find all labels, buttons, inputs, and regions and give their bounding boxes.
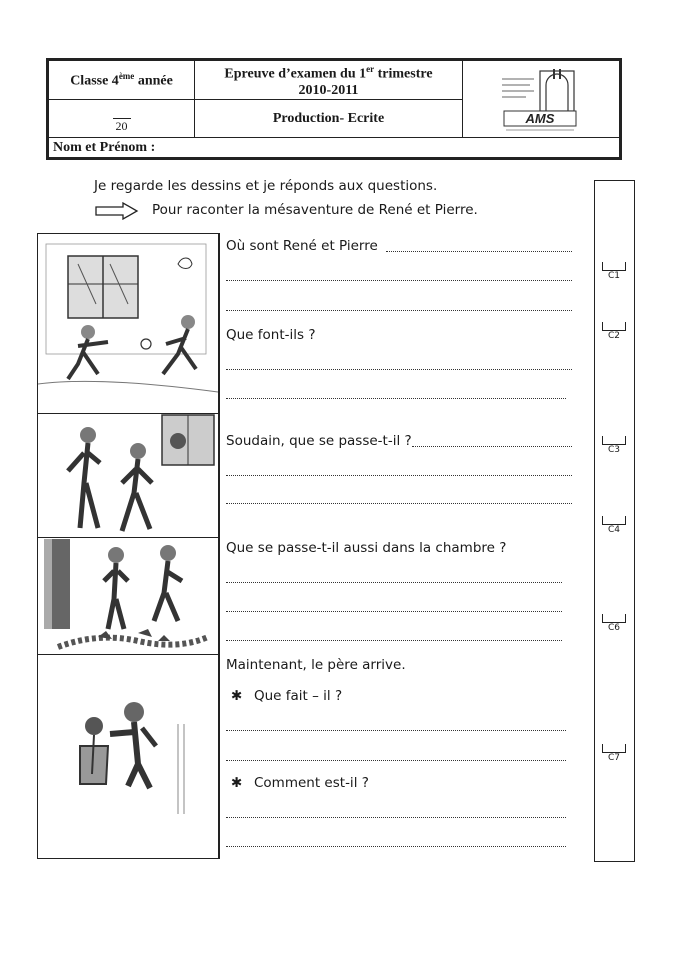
star-icon: ✱ <box>231 688 243 704</box>
question-5a: Que fait – il ? <box>254 688 343 704</box>
question-4: Que se passe-t-il aussi dans la chambre ? <box>226 540 507 556</box>
class-label: Classe 4 <box>70 73 119 89</box>
illustration-column <box>37 233 219 859</box>
column-divider <box>218 233 220 859</box>
answer-line[interactable] <box>226 611 562 612</box>
exam-header-table <box>46 58 622 160</box>
answer-line[interactable] <box>412 446 572 447</box>
score-bracket <box>602 262 626 271</box>
question-1: Où sont René et Pierre <box>226 238 378 254</box>
criterion-c2[interactable] <box>600 322 628 341</box>
criterion-c7[interactable] <box>600 744 628 763</box>
score-bracket <box>602 614 626 623</box>
instruction-line-2: Pour raconter la mésaventure de René et Pierre. <box>152 202 478 218</box>
criterion-label: C7 <box>607 753 620 763</box>
exam-year: 2010-2011 <box>298 83 359 99</box>
exam-title-cell <box>194 60 463 100</box>
question-5-intro: Maintenant, le père arrive. <box>226 657 406 673</box>
answer-line[interactable] <box>226 503 572 504</box>
arrow-right-icon <box>95 202 139 220</box>
star-icon: ✱ <box>231 775 243 791</box>
illustration-4 <box>38 654 218 860</box>
answer-line[interactable] <box>226 310 572 311</box>
name-label: Nom et Prénom : <box>53 139 156 155</box>
score-bracket <box>602 436 626 445</box>
answer-line[interactable] <box>226 582 562 583</box>
illustration-1 <box>38 234 218 414</box>
score-bracket <box>602 516 626 525</box>
answer-line[interactable] <box>226 817 566 818</box>
logo-cell <box>462 60 620 138</box>
class-sup: ème <box>118 70 135 81</box>
answer-line[interactable] <box>386 251 572 252</box>
school-logo <box>496 65 586 133</box>
name-cell <box>48 137 620 158</box>
question-2: Que font-ils ? <box>226 327 316 343</box>
exam-title-sup: er <box>366 63 375 74</box>
criterion-label: C4 <box>607 525 620 535</box>
logo-text: AMS <box>525 111 555 126</box>
score-bracket <box>602 322 626 331</box>
criterion-c1[interactable] <box>600 262 628 281</box>
exam-title-post: trimestre <box>374 66 433 82</box>
illustration-3 <box>38 537 218 655</box>
answer-line[interactable] <box>226 369 572 370</box>
question-5b: Comment est-il ? <box>254 775 369 791</box>
criterion-label: C3 <box>607 445 620 455</box>
score-out-of: 20 <box>113 118 131 134</box>
criterion-label: C2 <box>607 331 620 341</box>
answer-line[interactable] <box>226 398 566 399</box>
answer-line[interactable] <box>226 846 566 847</box>
instruction-line-1: Je regarde les dessins et je réponds aux questions. <box>94 178 438 194</box>
answer-line[interactable] <box>226 640 562 641</box>
answer-line[interactable] <box>226 730 566 731</box>
criterion-label: C1 <box>607 271 620 281</box>
illustration-2 <box>38 413 218 538</box>
answer-line[interactable] <box>226 280 572 281</box>
criterion-c4[interactable] <box>600 516 628 535</box>
subject-title: Production- Ecrite <box>272 110 385 126</box>
class-suffix: année <box>134 73 173 89</box>
answer-line[interactable] <box>226 760 566 761</box>
subject-cell <box>194 99 463 138</box>
exam-title-pre: Epreuve d’examen du 1 <box>224 66 367 82</box>
score-cell <box>48 99 195 138</box>
criterion-c3[interactable] <box>600 436 628 455</box>
question-3: Soudain, que se passe-t-il ? <box>226 433 412 449</box>
answer-line[interactable] <box>226 475 572 476</box>
score-bracket <box>602 744 626 753</box>
criterion-c6[interactable] <box>600 614 628 633</box>
criterion-label: C6 <box>607 623 620 633</box>
class-cell <box>48 60 195 100</box>
